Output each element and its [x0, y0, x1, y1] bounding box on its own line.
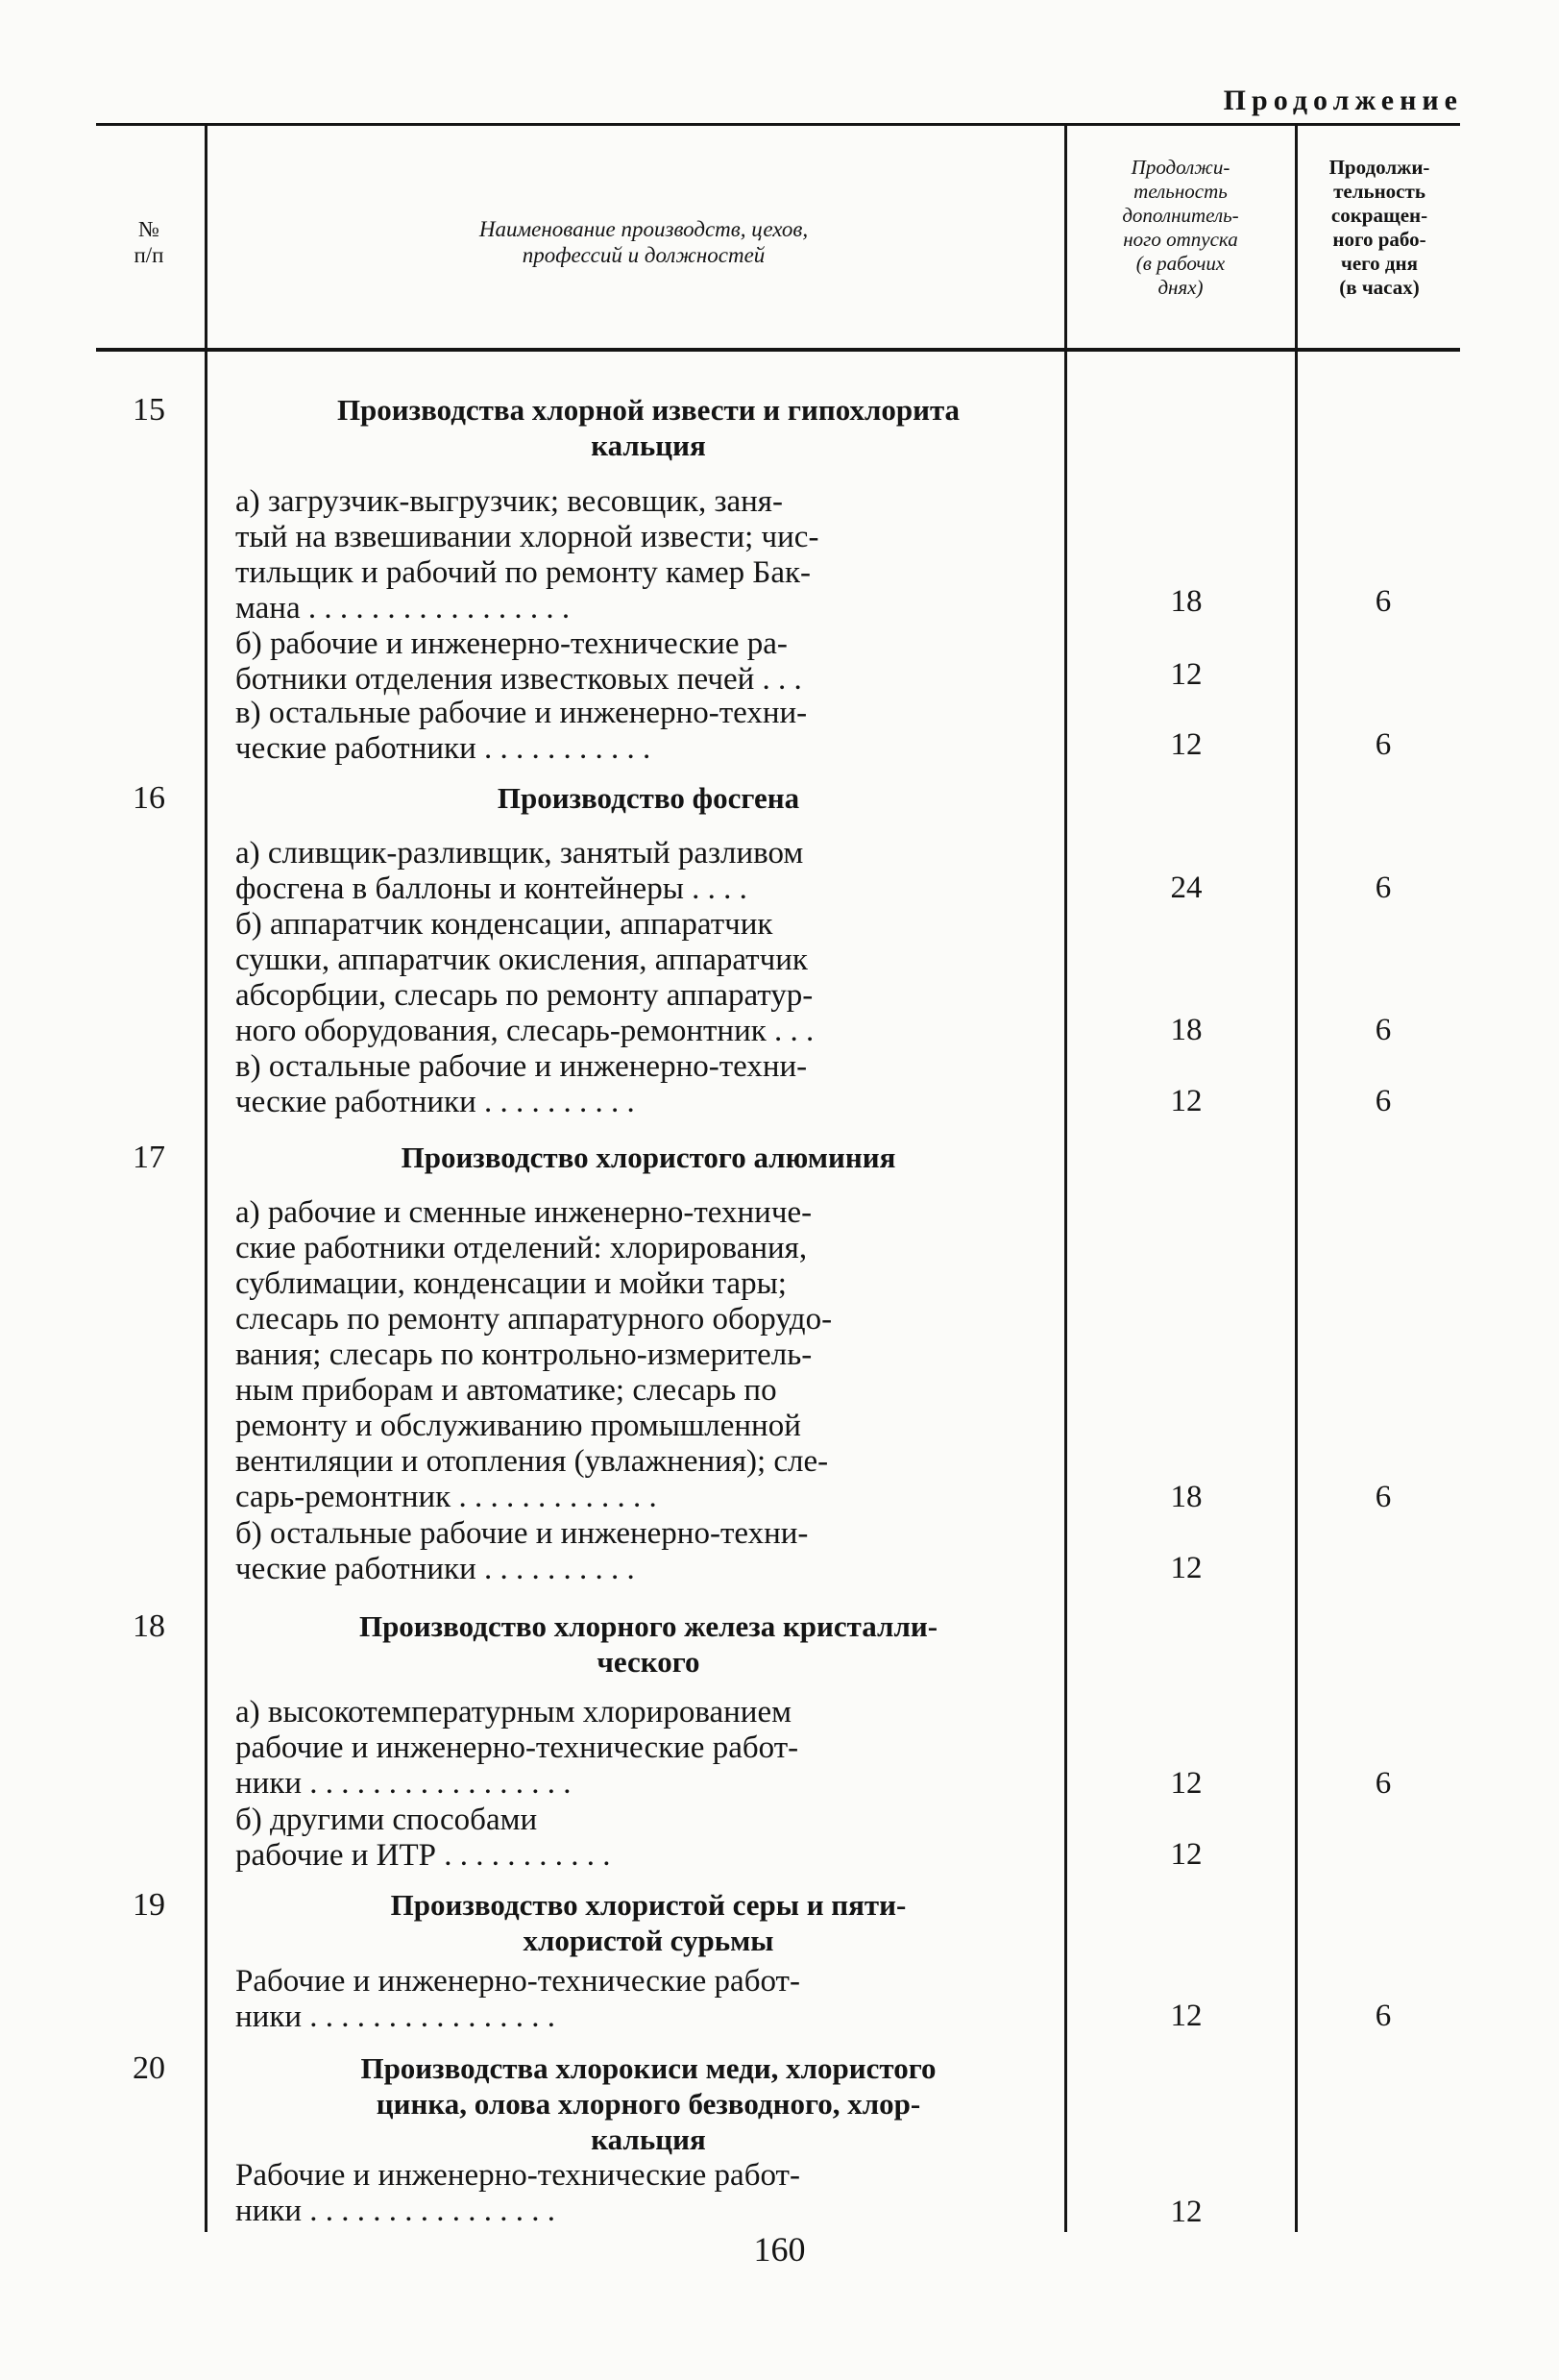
section-title: Производство хлорного железа кристалли- ческого: [358, 1609, 938, 1679]
leave-value: 12: [1170, 1766, 1203, 1801]
section-number: 18: [133, 1608, 165, 1644]
day-value: 6: [1375, 1480, 1392, 1514]
column-divider-1: [205, 123, 207, 2232]
entry-text: б) рабочие и инженерно-технические ра- ботники отделения известковых печей . . .: [235, 626, 802, 697]
day-value: 6: [1375, 584, 1392, 619]
entry-text: Рабочие и инженерно-технические работ- ники . . . . . . . . . . . . . . . .: [235, 1964, 800, 2034]
day-value: 6: [1375, 1766, 1392, 1801]
day-value: 6: [1375, 871, 1392, 905]
entry-text: б) аппаратчик конденсации, аппаратчик сушки, аппаратчик окисления, аппаратчик абсорбции, слесарь по ремонту аппаратур- ного оборудования, слесарь-ремонтник . . .: [235, 907, 815, 1048]
column-divider-2: [1064, 123, 1067, 2232]
leave-value: 12: [1170, 1551, 1203, 1585]
leave-value: 12: [1170, 657, 1203, 692]
header-day: Продолжи- тельность сокращен- ного рабо- чего дня (в часах): [1328, 156, 1430, 299]
day-value: 6: [1375, 1013, 1392, 1047]
leave-value: 12: [1170, 727, 1203, 762]
header-bottom-rule: [96, 348, 1460, 352]
section-number: 19: [133, 1887, 165, 1923]
section-number: 17: [133, 1140, 165, 1175]
leave-value: 18: [1170, 1013, 1203, 1047]
leave-value: 18: [1170, 1480, 1203, 1514]
entry-text: б) остальные рабочие и инженерно-техни- ческие работники . . . . . . . . . .: [235, 1516, 809, 1586]
section-number: 20: [133, 2050, 165, 2086]
entry-text: Рабочие и инженерно-технические работ- ники . . . . . . . . . . . . . . . .: [235, 2158, 800, 2228]
section-title: Производство фосгена: [497, 781, 800, 815]
table-top-rule: [96, 123, 1460, 126]
section-number: 16: [133, 780, 165, 816]
section-title: Производство хлористой серы и пяти- хлористой сурьмы: [390, 1888, 907, 1957]
page-number: 160: [753, 2230, 806, 2269]
section-number: 15: [133, 392, 165, 428]
column-divider-3: [1295, 123, 1298, 2232]
leave-value: 12: [1170, 1084, 1203, 1118]
leave-value: 12: [1170, 1837, 1203, 1872]
header-name: Наименование производств, цехов, профессий и должностей: [478, 217, 809, 267]
continuation-label: Продолжение: [1223, 85, 1463, 116]
section-title: Производства хлорной извести и гипохлорита кальция: [336, 393, 961, 462]
entry-text: а) рабочие и сменные инженерно-техниче- ские работники отделений: хлорирования, сублимации, конденсации и мойки тары; слесарь по ремонту аппаратурного оборудо- вания; слесарь по контрольно-измеритель- ным приборам и автоматике; слесарь по ремонту и обслуживанию промышленной вентиляции и отопления (увлажнения); сле- сарь-ремонтник . . . . . . . . . . . . .: [235, 1195, 833, 1514]
entry-text: а) сливщик-разливщик, занятый разливом фосгена в баллоны и контейнеры . . . .: [235, 836, 804, 906]
entry-text: а) высокотемпературным хлорированием рабочие и инженерно-технические работ- ники . . . . . . . . . . . . . . . . .: [235, 1695, 799, 1801]
leave-value: 24: [1170, 871, 1203, 905]
header-leave: Продолжи- тельность дополнитель- ного отпуска (в рабочих днях): [1122, 156, 1239, 299]
day-value: 6: [1375, 1999, 1392, 2033]
section-title: Производства хлорокиси меди, хлористого цинка, олова хлорного безводного, хлор- кальция: [360, 2051, 937, 2156]
leave-value: 12: [1170, 1999, 1203, 2033]
leave-value: 18: [1170, 584, 1203, 619]
header-number: № п/п: [134, 217, 164, 267]
day-value: 6: [1375, 727, 1392, 762]
entry-text: а) загрузчик-выгрузчик; весовщик, заня- тый на взвешивании хлорной извести; чис- тильщик и рабочий по ремонту камер Бак- мана . . . . . . . . . . . . . . . . .: [235, 484, 819, 626]
entry-text: б) другими способами рабочие и ИТР . . . . . . . . . . .: [235, 1803, 611, 1873]
section-title: Производство хлористого алюминия: [401, 1141, 896, 1174]
entry-text: в) остальные рабочие и инженерно-техни- ческие работники . . . . . . . . . . .: [235, 696, 808, 766]
day-value: 6: [1375, 1084, 1392, 1118]
leave-value: 12: [1170, 2195, 1203, 2229]
entry-text: в) остальные рабочие и инженерно-техни- ческие работники . . . . . . . . . .: [235, 1049, 808, 1119]
